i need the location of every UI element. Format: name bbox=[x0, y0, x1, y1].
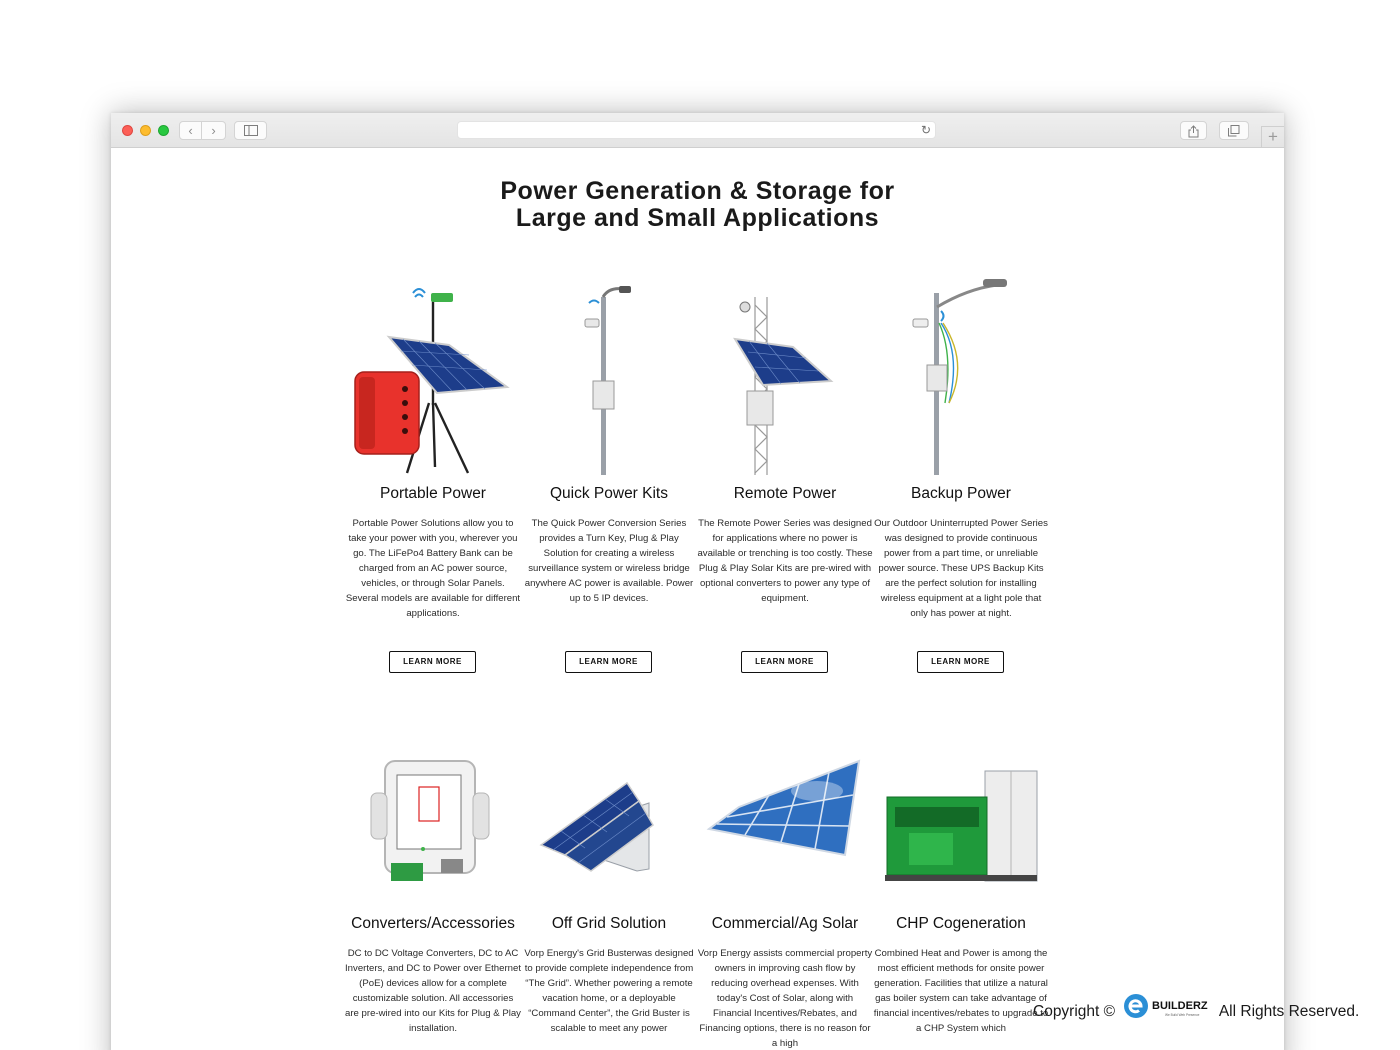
converters-accessories-image bbox=[345, 741, 521, 941]
tabs-icon bbox=[1228, 125, 1240, 137]
remote-power-learn-more-button[interactable]: LEARN MORE bbox=[741, 651, 828, 673]
terminal-block-icon bbox=[391, 863, 423, 881]
off-grid-solution-image bbox=[521, 741, 697, 941]
zoom-window-button[interactable] bbox=[158, 125, 169, 136]
sidebar-icon bbox=[244, 125, 258, 136]
ethernet-port-icon bbox=[441, 859, 463, 873]
enclosure-icon bbox=[927, 365, 947, 391]
camera-icon bbox=[740, 302, 750, 312]
converters-accessories-title: Converters/Accessories bbox=[351, 915, 515, 932]
reload-icon[interactable]: ↻ bbox=[920, 123, 931, 137]
remote-power-image bbox=[697, 277, 873, 477]
portable-power-title: Portable Power bbox=[380, 485, 486, 502]
chp-cogeneration-description: Combined Heat and Power is among the most efficient methods for onsite power generation. Facilities that utilize a natural gas boiler system can take advantage of financial incentives/rebates to upgrade to a CHP System which bbox=[873, 948, 1049, 1034]
chp-cogeneration-title: CHP Cogeneration bbox=[896, 915, 1026, 932]
new-tab-button[interactable] bbox=[1261, 126, 1284, 148]
remote-power-description: The Remote Power Series was designed for applications where no power is available or trenching is too costly. These Plug & Play Solar Kits are pre-wired with optional converters to power any type of equipment. bbox=[697, 518, 873, 604]
wifi-icon bbox=[413, 289, 425, 297]
chp-cogeneration-image bbox=[873, 741, 1049, 941]
portable-power-description: Portable Power Solutions allow you to take your power with you, wherever you go. The LiFePo4 Battery Bank can be charged from an AC power source, vehicles, or through Solar Panels. Several models are available for different applications. bbox=[345, 518, 521, 619]
converters-accessories-description: DC to DC Voltage Converters, DC to AC Inverters, and DC to Power over Ethernet (PoE) devices allow for a complete customizable solution. All accessories are pre-wired into our Kits for Plug & Play installation. bbox=[345, 948, 521, 1034]
builderz-logo bbox=[1123, 993, 1213, 1028]
page-title bbox=[111, 178, 1284, 232]
enclosure-icon bbox=[593, 381, 614, 409]
forward-button[interactable] bbox=[202, 121, 226, 140]
wifi-icon bbox=[941, 311, 944, 321]
enclosure-icon bbox=[747, 391, 773, 425]
camera-icon bbox=[913, 319, 928, 327]
quick-power-kits-description: The Quick Power Conversion Series provides a Turn Key, Plug & Play Solution for creating a wireless surveillance system or wireless bridge anywhere AC power is available. Power up to 5 IP devices. bbox=[524, 518, 694, 604]
page-title-line-2: Large and Small Applications bbox=[515, 204, 880, 232]
share-icon bbox=[1188, 125, 1199, 138]
quick-power-kits-image bbox=[521, 277, 697, 477]
close-window-button[interactable] bbox=[122, 125, 133, 136]
copyright-notice bbox=[1033, 996, 1368, 1022]
show-tabs-button[interactable] bbox=[1219, 121, 1249, 140]
brand-name: BUILDERZ bbox=[1152, 1000, 1208, 1012]
commercial-ag-solar-title: Commercial/Ag Solar bbox=[711, 915, 859, 932]
quick-power-kits-title: Quick Power Kits bbox=[549, 485, 668, 502]
minimize-window-button[interactable] bbox=[140, 125, 151, 136]
camera-icon bbox=[585, 319, 599, 327]
portable-power-image bbox=[345, 277, 521, 477]
portable-power-learn-more-button[interactable]: LEARN MORE bbox=[389, 651, 476, 673]
light-fixture-icon bbox=[983, 279, 1007, 287]
copyright-text: Copyright © bbox=[1033, 1003, 1116, 1021]
quick-power-kits-learn-more-button[interactable]: LEARN MORE bbox=[565, 651, 652, 673]
off-grid-solution-description: Vorp Energy's Grid Busterwas designed to provide complete independence from “The Grid”. Whether powering a remote vacation home, or a deployable “Command Center”, the Grid Buster is scalable to meet any power bbox=[524, 948, 694, 1034]
chevron-right-icon: › bbox=[211, 123, 216, 138]
address-bar[interactable] bbox=[457, 121, 936, 139]
brand-tagline: We Build Web Presence bbox=[1165, 1013, 1200, 1017]
commercial-ag-solar-description: Vorp Energy assists commercial property owners in improving cash flow by reducing overhead expenses. With today's Cost of Solar, along with Financial Incentives/Rebates, and Financing options, there is no reason for a high bbox=[697, 948, 873, 1049]
backup-power-title: Backup Power bbox=[911, 485, 1011, 502]
solar-panel-icon bbox=[709, 761, 859, 855]
plus-icon: + bbox=[1268, 127, 1278, 146]
browser-toolbar bbox=[111, 113, 1284, 148]
commercial-ag-solar-image bbox=[697, 741, 873, 941]
back-button[interactable] bbox=[179, 121, 202, 140]
share-button[interactable] bbox=[1180, 121, 1207, 140]
wifi-icon bbox=[589, 301, 599, 304]
backup-power-learn-more-button[interactable]: LEARN MORE bbox=[917, 651, 1004, 673]
chevron-left-icon: ‹ bbox=[188, 123, 193, 138]
sidebar-toggle-button[interactable] bbox=[234, 121, 267, 140]
browser-window bbox=[111, 113, 1284, 1050]
page-content bbox=[111, 149, 1284, 1050]
off-grid-solution-title: Off Grid Solution bbox=[551, 915, 667, 932]
camera-icon bbox=[431, 293, 453, 302]
backup-power-description: Our Outdoor Uninterrupted Power Series was designed to provide continuous power from a part time, or unreliable power source. These UPS Backup Kits are the perfect solution for installing wireless equipment at a light pole that only has power at night. bbox=[874, 518, 1048, 619]
tower-icon bbox=[755, 297, 767, 475]
light-fixture-icon bbox=[619, 286, 631, 293]
backup-power-image bbox=[873, 277, 1049, 477]
rights-text: All Rights Reserved. bbox=[1218, 1003, 1360, 1021]
remote-power-title: Remote Power bbox=[733, 485, 837, 502]
page-title-line-1: Power Generation & Storage for bbox=[500, 177, 895, 205]
